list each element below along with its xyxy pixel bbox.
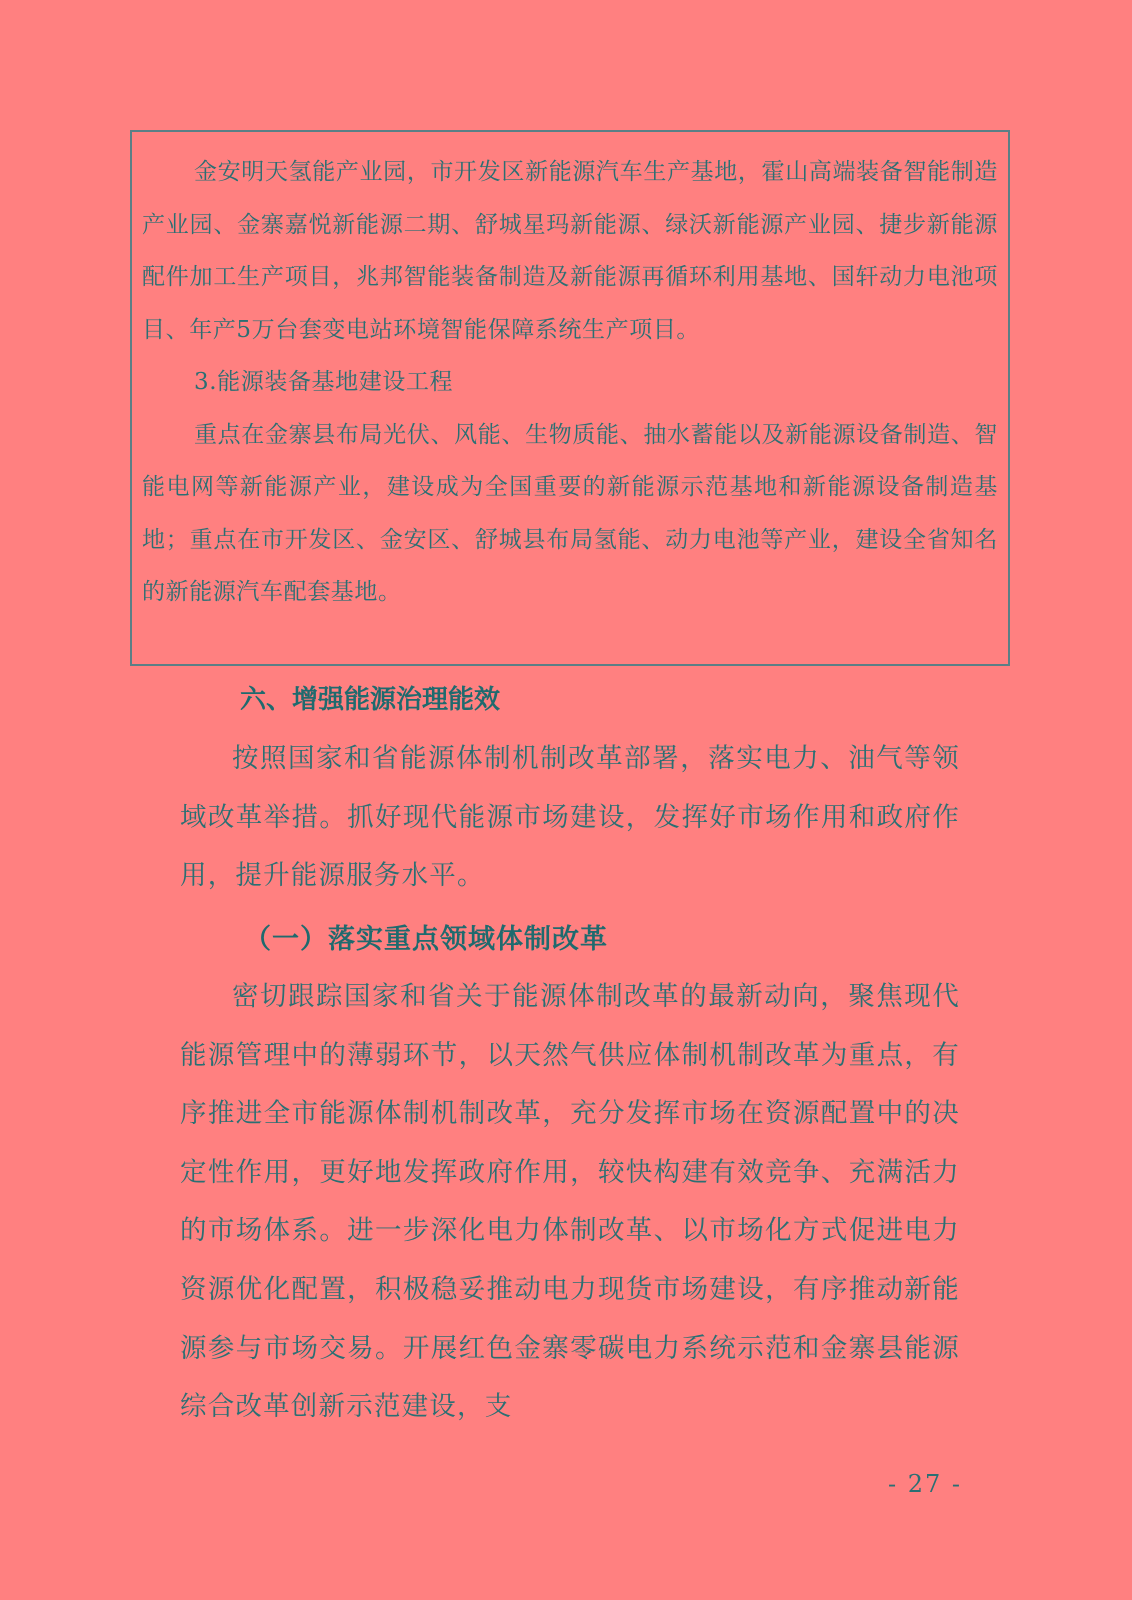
box-paragraph-base-layout: 重点在金寨县布局光伏、风能、生物质能、抽水蓄能以及新能源设备制造、智能电网等新能源产业，建设成为全国重要的新能源示范基地和新能源设备制造基地；重点在市开发区、金安区、舒城县布局氢能、动力电池等产业，建设全省知名的新能源汽车配套基地。 [142,421,998,605]
section-title: 六、增强能源治理能效 [240,685,501,715]
subsection-body: 密切跟踪国家和省关于能源体制改革的最新动向，聚焦现代能源管理中的薄弱环节，以天然气供应体制机制改革为重点，有序推进全市能源体制机制改革，充分发挥市场在资源配置中的决定性作用，更好地发挥政府作用，较快构建有效竞争、充满活力的市场体系。进一步深化电力体制改革、以市场化方式促进电力资源优化配置，积极稳妥推动电力现货市场建设，有序推动新能源参与市场交易。开展红色金寨零碳电力系统示范和金寨县能源综合改革创新示范建设，支 [180,981,960,1423]
box-paragraph-projects: 金安明天氢能产业园，市开发区新能源汽车生产基地，霍山高端装备智能制造产业园、金寨嘉悦新能源二期、舒城星玛新能源、绿沃新能源产业园、捷步新能源配件加工生产项目，兆邦智能装备制造及新能源再循环利用基地、国轩动力电池项目、年产5万台套变电站环境智能保障系统生产项目。 [142,159,998,343]
page-number: - 27 - [888,1470,963,1498]
subsection-title: （一）落实重点领域体制改革 [244,924,608,955]
section-intro: 按照国家和省能源体制机制改革部署，落实电力、油气等领域改革举措。抓好现代能源市场建设，发挥好市场作用和政府作用，提升能源服务水平。 [180,743,960,892]
project-list-box [130,130,1010,666]
box-heading-energy-equipment: 3.能源装备基地建设工程 [194,369,454,395]
